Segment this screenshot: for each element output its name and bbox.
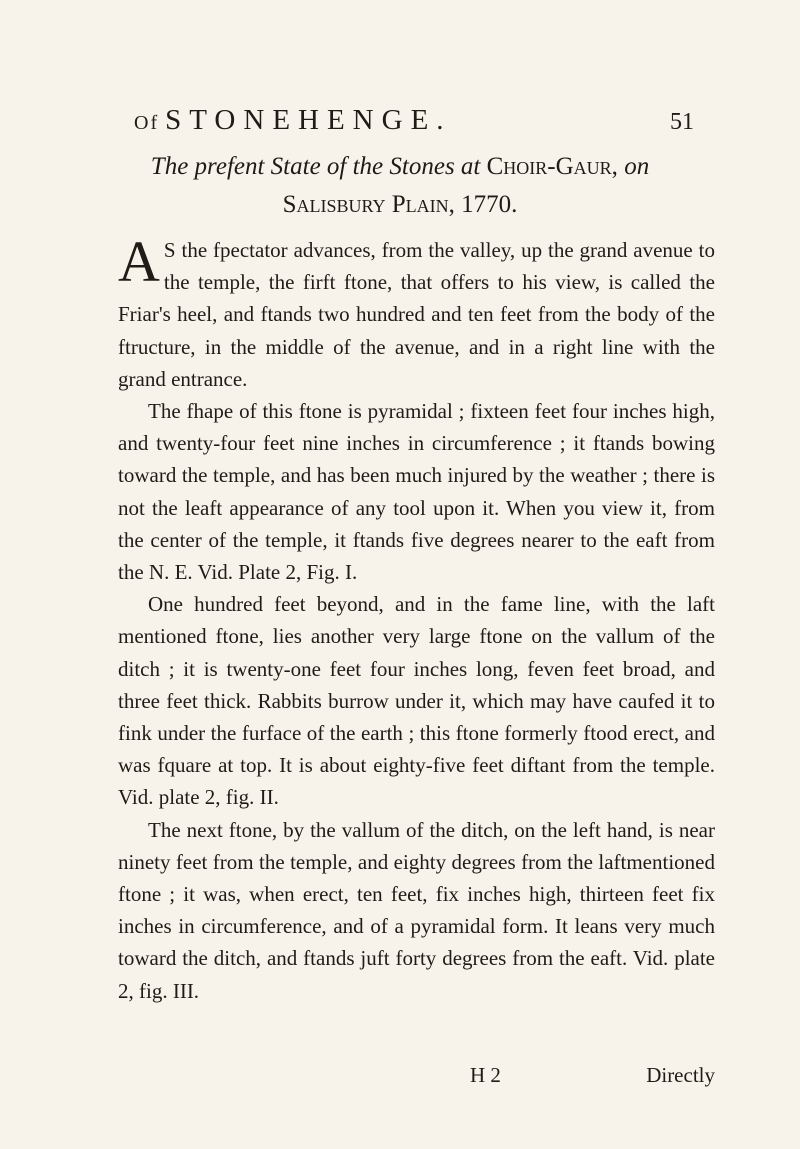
paragraph-2: The fhape of this ftone is pyramidal ; fixteen feet four inches high, and twenty-four feet nine inches in circumference ; it ftands bowing toward the temple, and has been much injured by the weather ; there is not the leaft appearance of any tool upon it. When you view it, from the center of the temple, it ftands five degrees nearer to the eaft from the N. E. Vid. Plate 2, Fig. I.: [118, 399, 715, 585]
paragraph-1-text: S the fpectator advances, from the valley, up the grand avenue to the temple, the firft ftone, that offers to his view, is called the Friar's heel, and ftands two hundred and ten feet from the body of the ftructure, in the middle of the avenue, and in a right line with the grand entrance.: [118, 238, 715, 391]
running-head-text: STONEHENGE.: [165, 104, 452, 136]
paragraph-1: [118, 229, 715, 395]
paragraph-3: One hundred feet beyond, and in the fame line, with the laft mentioned ftone, lies another very large ftone on the vallum of the ditch ; it is twenty-one feet four inches long, feven feet broad, and three feet thick. Rabbits burrow under it, which may have caufed it to fink under the furface of the earth ; this ftone formerly ftood erect, and was fquare at top. It is about eighty-five feet diftant from the temple. Vid. plate 2, fig. II.: [118, 592, 715, 810]
body-text: [118, 229, 715, 1007]
signature-mark: H 2: [470, 1063, 501, 1087]
section-heading: [0, 148, 800, 224]
heading-on: on: [624, 153, 650, 180]
running-head-title: [134, 104, 452, 137]
paragraph-4: The next ftone, by the vallum of the ditch, on the left hand, is near ninety feet from the temple, and eighty degrees from the laftmentioned ftone ; it was, when erect, ten feet, fix inches high, thirteen feet fix inches in circumference, and of a pyramidal form. It leans very much toward the ditch, and ftands juft forty degrees from the eaft. Vid. plate 2, fig. III.: [118, 817, 715, 1003]
page-number: 51: [670, 109, 694, 135]
heading-line-1: [0, 148, 800, 186]
catchword: Directly: [646, 1063, 715, 1087]
heading-place: Choir-Gaur,: [486, 153, 618, 180]
drop-cap: A: [118, 229, 160, 294]
heading-italic: The prefent State of the Stones at: [150, 153, 481, 180]
heading-line-2: Salisbury Plain, 1770.: [282, 191, 518, 218]
running-head-of: Of: [134, 112, 160, 134]
running-head: [134, 104, 694, 137]
